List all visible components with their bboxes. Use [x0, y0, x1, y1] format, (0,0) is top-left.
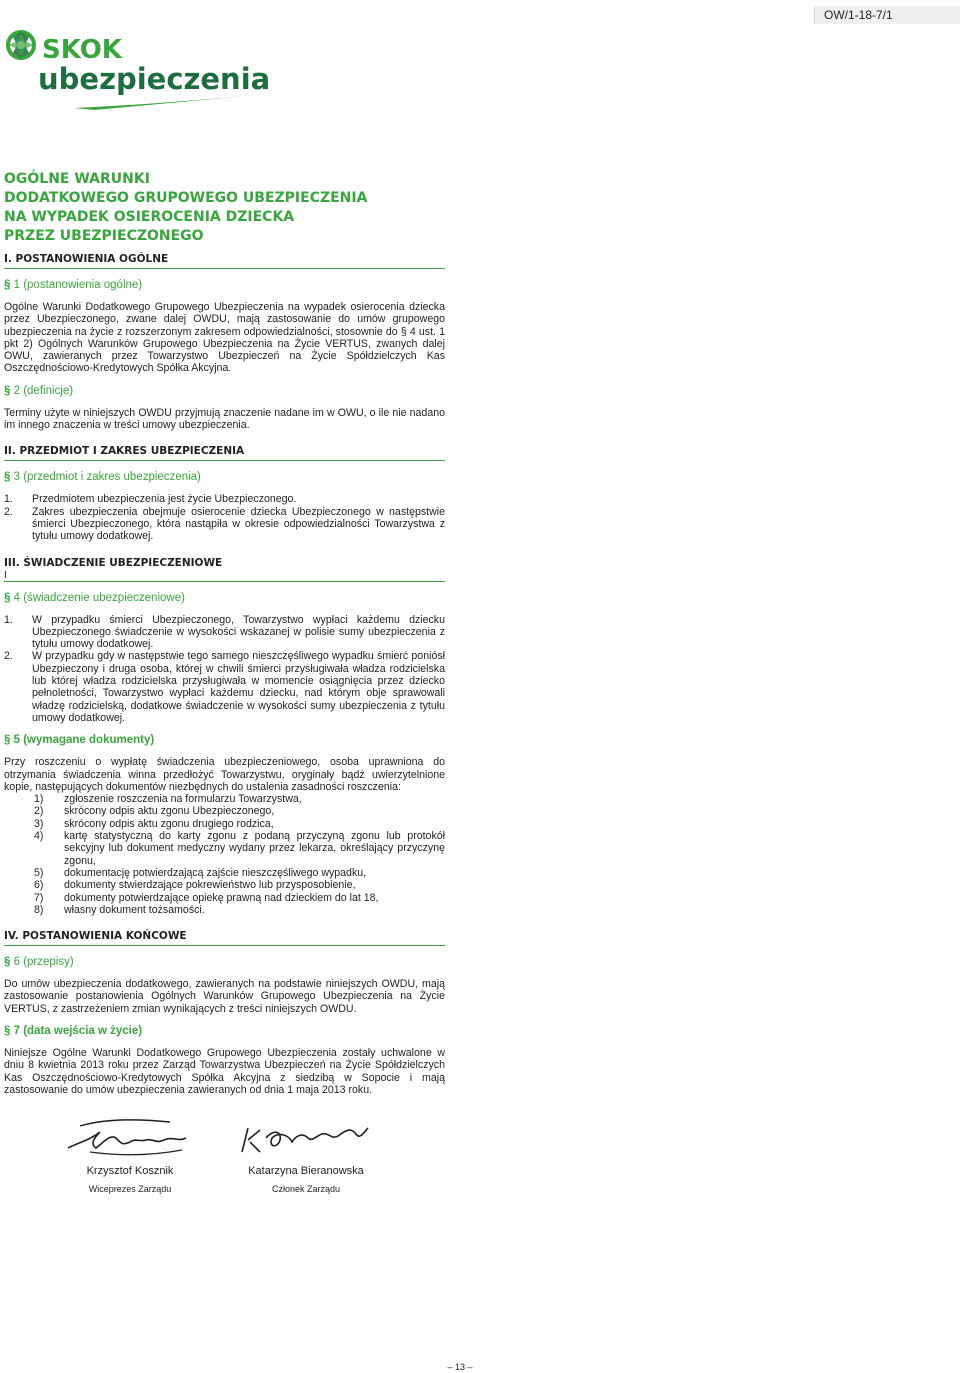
- signature-left: [60, 1112, 200, 1194]
- document-code: OW/1-18-7/1: [814, 6, 960, 24]
- logo-emblem-icon: [4, 28, 294, 114]
- document-body: [4, 253, 445, 1096]
- title-line: NA WYPADEK OSIEROCENIA DZIECKA: [4, 209, 295, 225]
- list-item: 7) dokumenty potwierdzające opiekę prawną nad dzieckiem do lat 18,: [34, 891, 379, 904]
- section-mark: §: [4, 734, 11, 747]
- list-item: 1) zgłoszenie roszczenia na formularzu Towarzystwa,: [34, 793, 302, 806]
- title-line: PRZEZ UBEZPIECZONEGO: [4, 228, 204, 244]
- handwritten-signature-icon: [60, 1112, 200, 1160]
- signatures-block: [60, 1112, 420, 1202]
- document-list: [4, 793, 445, 916]
- paragraph-heading: § 6 (przepisy): [4, 956, 74, 969]
- section-mark: §: [4, 279, 11, 291]
- paragraph-text: Niniejsze Ogólne Warunki Dodatkowego Grupowego Ubezpieczenia zostały uchwalone w dniu 8 kwietnia 2013 roku przez Zarząd Towarzystwa Ubezpieczeń na Życie Spółdzielczych Kas Oszczędnościowo-Kredytowych Spółka Akcyjna z siedzibą w Sopocie i mają zastosowanie do umów ubezpieczenia zawieranych od dnia 1 maja 2013 roku.: [4, 1046, 445, 1096]
- signatory-role: Członek Zarządu: [271, 1184, 341, 1194]
- company-logo: [4, 28, 294, 114]
- paragraph-heading: § 3 (przedmiot i zakres ubezpieczenia): [4, 471, 201, 484]
- title-line: OGÓLNE WARUNKI: [4, 171, 150, 187]
- signature-right: [232, 1112, 380, 1194]
- list-item: 8) własny dokument tożsamości.: [34, 903, 205, 916]
- section-heading-extra: I: [4, 570, 445, 582]
- logo-text-skok: SKOK: [42, 35, 122, 65]
- section-mark: §: [4, 1024, 11, 1037]
- handwritten-signature-icon: [232, 1112, 380, 1160]
- section-mark: §: [4, 471, 11, 484]
- page-number: – 13 –: [447, 1362, 473, 1372]
- section-heading: II. PRZEDMIOT I ZAKRES UBEZPIECZENIA: [4, 445, 445, 461]
- title-line: DODATKOWEGO GRUPOWEGO UBEZPIECZENIA: [4, 190, 368, 206]
- list-item: 2) skrócony odpis aktu zgonu Ubezpieczonego,: [34, 805, 275, 818]
- paragraph-text: Terminy użyte w niniejszych OWDU przyjmują znaczenie nadane im w OWU, o ile nie nadano im innego znaczenia w treści umowy ubezpieczenia.: [4, 406, 445, 432]
- section-heading: III. ŚWIADCZENIE UBEZPIECZENIOWE: [4, 556, 223, 569]
- list-item: 1. W przypadku śmierci Ubezpieczonego, Towarzystwo wypłaci każdemu dziecku Ubezpieczonego świadczenie w wysokości wskazanej w polisie sumy ubezpieczenia z tytułu umowy dodatkowej.: [4, 613, 445, 651]
- list-item: 3) skrócony odpis aktu zgonu drugiego rodzica,: [34, 817, 274, 830]
- signatory-name: Krzysztof Kosznik: [86, 1165, 174, 1177]
- paragraph-text: Ogólne Warunki Dodatkowego Grupowego Ubezpieczenia na wypadek osierocenia dziecka przez Ubezpieczonego, zwane dalej OWDU, mają zastosowanie do umów grupowego ubezpieczenia na życie z rozszerzonym zakresem odpowiedzialności, stosownie do § 4 ust. 1 pkt 2) Ogólnych Warunków Grupowego Ubezpieczenia na Życie VERTUS, zwanych dalej OWU, zawieranych przez Towarzystwo Ubezpieczeń na Życie Spółdzielczych Kas Oszczędnościowo-Kredytowych Spółka Akcyjna.: [4, 301, 445, 375]
- paragraph-heading: § 1 (postanowienia ogólne): [4, 279, 143, 291]
- section-mark: §: [4, 384, 11, 397]
- signatory-name: Katarzyna Bieranowska: [248, 1165, 364, 1177]
- paragraph-heading: § 2 (definicje): [4, 384, 74, 397]
- list-item: 5) dokumentację potwierdzającą zajście nieszczęśliwego wypadku,: [34, 866, 367, 879]
- list-item: 2. Zakres ubezpieczenia obejmuje osierocenie dziecka Ubezpieczonego w następstwie śmierci Ubezpieczonego, która nastąpiła w okresie odpowiedzialności Towarzystwa z tytułu umowy dodatkowej.: [4, 505, 445, 543]
- signatory-role: Wiceprezes Zarządu: [88, 1184, 172, 1194]
- numbered-list: [4, 614, 445, 725]
- paragraph-heading: § 7 (data wejścia w życie): [4, 1024, 143, 1037]
- document-title: [4, 170, 444, 246]
- list-item: 4) kartę statystyczną do karty zgonu z podaną przyczyną zgonu lub protokół sekcyjny lub dokument medyczny wydany przez lekarza, określający przyczynę zgonu,: [34, 830, 445, 867]
- paragraph-text: Przy roszczeniu o wypłatę świadczenia ubezpieczeniowego, osoba uprawniona do otrzymania świadczenia winna przedłożyć Towarzystwu, oryginały bądź uwierzytelnione kopie, następujących dokumentów niezbędnych do ustalenia zasadności roszczenia:: [4, 756, 445, 793]
- paragraph-heading: § 4 (świadczenie ubezpieczeniowe): [4, 591, 185, 604]
- section-mark: §: [4, 591, 11, 604]
- section-heading: I. POSTANOWIENIA OGÓLNE: [4, 253, 445, 269]
- list-item: 2. W przypadku gdy w następstwie tego samego nieszczęśliwego wypadku śmierć poniósł Ubezpieczony i druga osoba, której w chwili śmierci przysługiwała władza rodzicielska lub której władza rodzicielska przysługiwała w momencie osiągnięcia przez dziecko pełnoletności, Towarzystwo wypłaci każdemu dziecku, nad którym obje sprawowali władzę rodzicielską, dodatkowe świadczenie w wysokości sumy ubezpieczenia z tytułu umowy dodatkowej.: [4, 650, 445, 724]
- paragraph-heading: § 5 (wymagane dokumenty): [4, 734, 155, 747]
- section-mark: §: [4, 956, 11, 969]
- list-item: 6) dokumenty stwierdzające pokrewieństwo lub przysposobienie,: [34, 879, 356, 892]
- paragraph-text: Do umów ubezpieczenia dodatkowego, zawieranych na podstawie niniejszych OWDU, mają zastosowanie postanowienia Ogólnych Warunków Grupowego Ubezpieczenia na Życie VERTUS, z zastrzeżeniem zmian wynikających z treści niniejszych OWDU.: [4, 978, 445, 1015]
- logo-text-ubezpieczenia: ubezpieczenia: [38, 62, 271, 96]
- numbered-list: [4, 493, 445, 542]
- list-item: 1. Przedmiotem ubezpieczenia jest życie Ubezpieczonego.: [4, 493, 297, 506]
- section-heading: IV. POSTANOWIENIA KOŃCOWE: [4, 930, 445, 946]
